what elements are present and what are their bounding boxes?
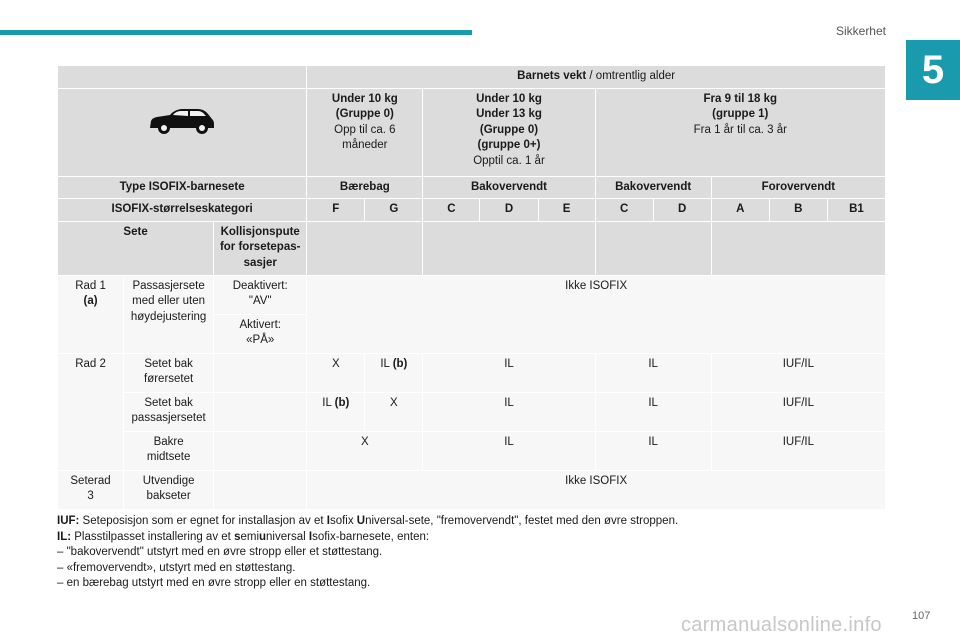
note-bullet: – «fremovervendt», utstyrt med en støttestang. xyxy=(57,561,296,574)
note-iuf: IUF: Seteposisjon som er egnet for installasjon av et Isofix Universal-sete, "fremovervendt", festet med den øvre stroppen. xyxy=(57,515,679,527)
section-title: Sikkerhet xyxy=(835,24,886,38)
seat-header-row: Sete Kollisjonspute for forsetepas- sasjer xyxy=(58,221,886,275)
group-0: Under 10 kg (Gruppe 0) Opp til ca. 6 måneder xyxy=(307,88,423,176)
row1-label: Rad 1 (a) xyxy=(58,275,124,353)
group-row xyxy=(58,88,886,176)
row2-seat-behind-passenger: Setet bak passasjersetet IL (b) X IL IL IUF/IL xyxy=(58,392,886,431)
type-row: Type ISOFIX-barnesete Bærebag Bakovervendt Bakovervendt Forovervendt xyxy=(58,176,886,199)
group-1: Fra 9 til 18 kg (gruppe 1) Fra 1 år til ca. 3 år xyxy=(595,88,885,176)
header-accent-bar xyxy=(0,30,472,35)
car-side-icon xyxy=(148,106,216,136)
weight-header-row xyxy=(58,66,886,89)
group-0plus: Under 10 kg Under 13 kg (Gruppe 0) (gruppe 0+) Opptil ca. 1 år xyxy=(423,88,595,176)
car-cell xyxy=(58,88,307,176)
row3: Seterad 3 Utvendige bakseter Ikke ISOFIX xyxy=(58,470,886,509)
note-bullet: – "bakovervendt" utstyrt med en øvre stropp eller et støttestang. xyxy=(57,546,383,558)
isofix-table xyxy=(57,65,886,510)
note-il: IL: Plasstilpasset installering av et semiuniversal Isofix-barnesete, enten: xyxy=(57,530,430,543)
row1-value: Ikke ISOFIX xyxy=(307,275,886,353)
row1-deactivated: Rad 1 (a) Passasjersete med eller uten høydejustering Deaktivert: "AV" Ikke ISOFIX xyxy=(58,275,886,314)
row2-label: Rad 2 xyxy=(58,353,124,470)
note-bullet: – en bærebag utstyrt med en øvre stropp eller en støttestang. xyxy=(57,577,371,589)
watermark: carmanualsonline.info xyxy=(681,614,882,636)
weight-age-header: Barnets vekt / omtrentlig alder xyxy=(307,66,886,89)
size-row: ISOFIX-størrelseskategori F G C D E C D A B B1 xyxy=(58,199,886,222)
chapter-number: 5 xyxy=(906,40,960,100)
footnotes xyxy=(57,514,897,592)
page-number: 107 xyxy=(912,610,931,622)
row2-seat-behind-driver: Rad 2 Setet bak førersetet X IL (b) IL IL IUF/IL xyxy=(58,353,886,392)
row2-middle-seat: Bakre midtsete X IL IL IUF/IL xyxy=(58,431,886,470)
row1-seat: Passasjersete med eller uten høydejustering xyxy=(124,275,214,353)
row1-activated: Aktivert: «PÅ» xyxy=(58,314,886,353)
